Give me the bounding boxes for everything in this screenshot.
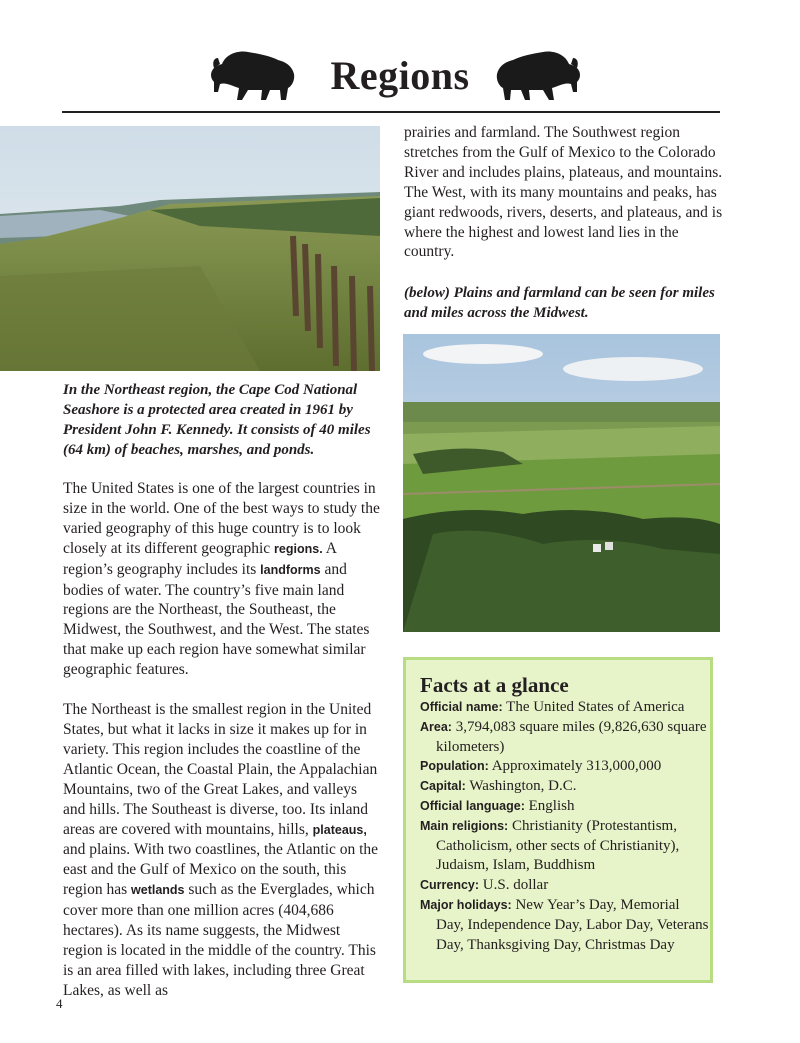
regions-text-1: The Northeast is the smallest region in the United States, but what it lacks in size it makes up for in variety. This region includes the coastline of the Atlantic Ocean, the Coastal Plain, the Appalachian Mountains, two of the Great Lakes, and valleys and hills. The Southeast is diverse, too. Its inland areas are covered with mountains, hills, — [63, 701, 378, 838]
title-rule — [62, 111, 720, 113]
cape-cod-photo — [0, 126, 380, 371]
fact-label: Area: — [420, 719, 452, 734]
fact-value: U.S. dollar — [482, 877, 549, 894]
fact-value: The United States of America — [506, 699, 685, 715]
intro-text-3: and bodies of water. The country’s five main land regions are the Northeast, the Southeast, the Midwest, the Southwest, and the West. The states that make up each region have somewhat similar geographic features. — [63, 560, 370, 679]
fact-label: Major holidays: — [420, 897, 512, 912]
midwest-farmland-photo — [403, 334, 720, 632]
fact-label: Capital: — [420, 779, 466, 794]
fact-label: Main religions: — [420, 818, 509, 833]
fact-official-name — [420, 698, 710, 718]
bison-icon-right — [493, 46, 583, 104]
fact-value: English — [528, 797, 575, 814]
fact-value: New Year’s Day, Memorial Day, Independence Day, Labor Day, Veterans Day, Thanksgiving Day, Christmas Day — [436, 896, 709, 953]
fact-value: 3,794,083 square miles (9,826,630 square kilometers) — [436, 718, 707, 755]
fact-value: Christianity (Protestantism, Catholicism, other sects of Christianity), Judaism, Islam, Buddhism — [436, 817, 680, 874]
facts-title: Facts at a glance — [420, 673, 569, 697]
fact-area — [420, 718, 710, 758]
glossary-term-landforms: landforms — [260, 562, 321, 577]
glossary-term-plateaus: plateaus, — [312, 822, 367, 837]
top-right-paragraph: prairies and farmland. The Southwest region stretches from the Gulf of Mexico to the Colorado River and includes plains, plateaus, and mountains. The West, with its many mountains and peaks, has giant redwoods, rivers, deserts, and plateaus, and is where the highest and lowest land lies in the country. — [404, 124, 723, 261]
intro-text-2: A region’s geography includes its — [63, 539, 337, 578]
facts-list — [420, 698, 710, 955]
fact-label: Official name: — [420, 700, 503, 714]
fact-label: Population: — [420, 759, 489, 774]
fact-major-holidays — [420, 896, 710, 955]
fact-main-religions — [420, 817, 710, 876]
page-title: Regions — [330, 53, 470, 98]
regions-text-2: and plains. With two coastlines, the Atlantic on the east and the Gulf of Mexico on the south, this region has — [63, 841, 379, 899]
regions-paragraph — [63, 700, 381, 1001]
main-text — [63, 479, 381, 1021]
fact-currency — [420, 876, 710, 896]
cape-cod-caption: In the Northeast region, the Cape Cod National Seashore is a protected area created in 1961 by President John F. Kennedy. It consists of 40 miles (64 km) of beaches, marshes, and ponds. — [63, 382, 371, 458]
fact-value: Approximately 313,000,000 — [491, 758, 662, 775]
glossary-term-wetlands: wetlands — [131, 883, 185, 898]
fact-population — [420, 757, 710, 777]
intro-paragraph — [63, 479, 381, 680]
facts-box — [403, 657, 713, 983]
glossary-term-regions: regions. — [274, 541, 323, 556]
fact-value: Washington, D.C. — [469, 778, 577, 795]
fact-label: Currency: — [420, 878, 480, 893]
fact-capital — [420, 777, 710, 797]
regions-text-3: such as the Everglades, which cover more than one million acres (404,686 hectares). As its name suggests, the Midwest region is located in the middle of the country. This is an area filled with lakes, including three Great Lakes, as well as — [63, 881, 376, 999]
midwest-caption: (below) Plains and farmland can be seen for miles and miles across the Midwest. — [404, 285, 715, 321]
intro-text-1: The United States is one of the largest countries in size in the world. One of the best ways to study the varied geography of this huge country is to look closely at its different geographic — [63, 480, 380, 557]
fact-official-language — [420, 797, 710, 817]
fact-label: Official language: — [420, 798, 525, 813]
page-number: 4 — [56, 996, 63, 1011]
